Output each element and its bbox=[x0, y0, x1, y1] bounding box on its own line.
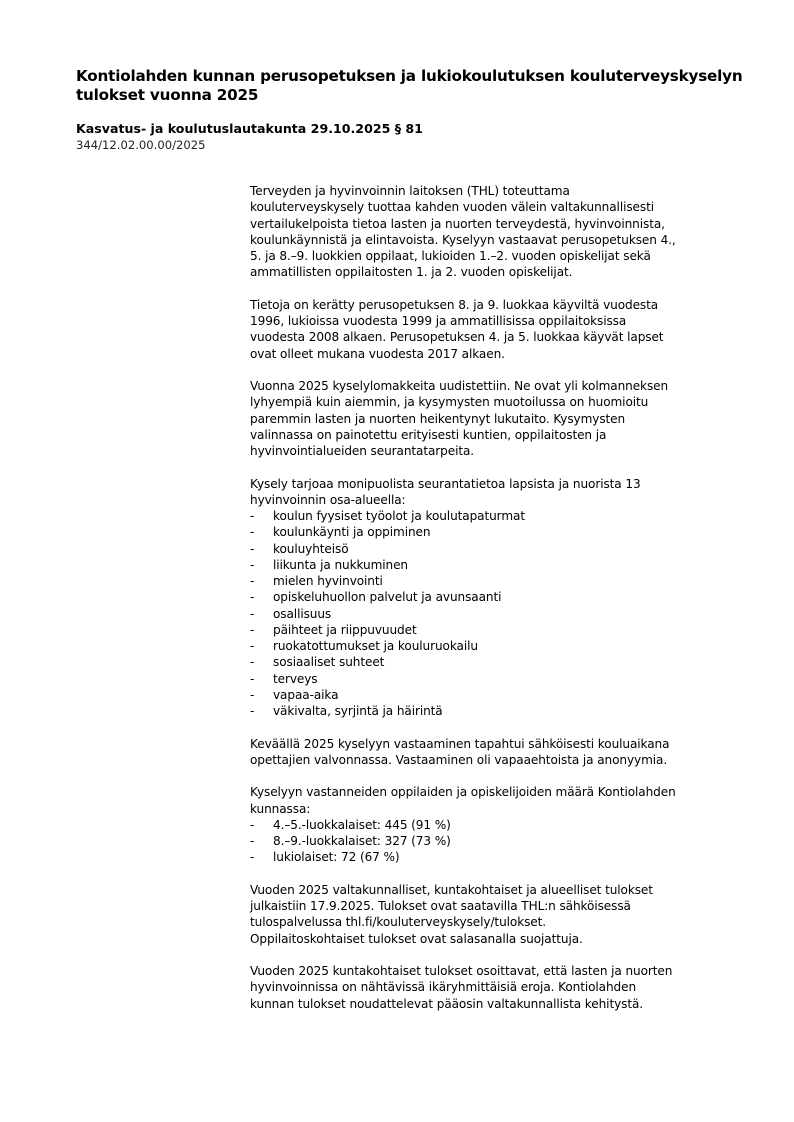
wellbeing-areas-section bbox=[250, 476, 740, 720]
bullet-dash: - bbox=[250, 606, 255, 621]
bullet-dash: - bbox=[250, 655, 255, 670]
list-item: - kouluyhteisö bbox=[250, 541, 349, 556]
paragraph-history: Tietoja on kerätty perusopetuksen 8. ja 9. luokkaa käyviltä vuodesta 1996, lukioissa vuodesta 1999 ja ammatillisissa oppilaitoksissa vuodesta 2008 alkaen. Perusopetuksen 4. ja 5. luokkaa käyvät lapset ovat olleet mukana vuodesta 2017 alkaen. bbox=[250, 297, 664, 361]
document-title: Kontiolahden kunnan perusopetuksen ja lukiokoulutuksen kouluterveyskyselyn tulokset vuonna 2025 bbox=[76, 67, 743, 104]
bullet-dash: - bbox=[250, 834, 255, 848]
paragraph-results-publication: Vuoden 2025 valtakunnalliset, kuntakohtaiset ja alueelliset tulokset julkaistiin 17.9.2025. Tulokset ovat saatavilla THL:n sähköisessä tulospalvelussa thl.fi/kouluterveyskysely/tulokset. Oppilaitoskohtaiset tulokset ovat salasanalla suojattuja. bbox=[250, 882, 653, 946]
list-item: - koulunkäynti ja oppiminen bbox=[250, 525, 431, 540]
bullet-dash: - bbox=[250, 557, 255, 572]
list-item: - osallisuus bbox=[250, 606, 332, 621]
paragraph-areas-intro: Kysely tarjoaa monipuolista seurantatietoa lapsista ja nuorista 13 hyvinvoinnin osa-alueella: bbox=[250, 476, 641, 507]
bullet-dash: - bbox=[250, 525, 255, 540]
bullet-dash: - bbox=[250, 541, 255, 556]
bullet-dash: - bbox=[250, 704, 255, 718]
list-item: - lukiolaiset: 72 (67 %) bbox=[250, 850, 400, 865]
bullet-dash: - bbox=[250, 590, 255, 605]
bullet-dash: - bbox=[250, 850, 255, 865]
list-item: - sosiaaliset suhteet bbox=[250, 655, 385, 670]
bullet-dash: - bbox=[250, 817, 255, 832]
document-body bbox=[250, 183, 740, 1028]
bullet-dash: - bbox=[250, 509, 255, 523]
paragraph-respondents-intro: Kyselyyn vastanneiden oppilaiden ja opiskelijoiden määrä Kontiolahden kunnassa: bbox=[250, 785, 676, 816]
list-item: - 8.–9.-luokkalaiset: 327 (73 %) bbox=[250, 834, 451, 848]
list-item: - mielen hyvinvointi bbox=[250, 574, 383, 588]
bullet-dash: - bbox=[250, 622, 255, 637]
paragraph-survey-method: Keväällä 2025 kyselyyn vastaaminen tapahtui sähköisesti kouluaikana opettajien valvonnassa. Vastaaminen oli vapaaehtoista ja anonyymia. bbox=[250, 736, 670, 767]
list-item: - vapaa-aika bbox=[250, 687, 339, 702]
list-item: - liikunta ja nukkuminen bbox=[250, 557, 408, 572]
list-item: - päihteet ja riippuvuudet bbox=[250, 622, 417, 637]
record-number: 344/12.02.00.00/2025 bbox=[76, 138, 206, 152]
wellbeing-areas-list bbox=[250, 508, 740, 719]
bullet-dash: - bbox=[250, 687, 255, 702]
paragraph-results-summary: Vuoden 2025 kuntakohtaiset tulokset osoittavat, että lasten ja nuorten hyvinvoinnissa on nähtävissä ikäryhmittäisiä eroja. Kontiolahden kunnan tulokset noudattelevat pääosin valtakunnallista kehitystä. bbox=[250, 964, 673, 1011]
meeting-reference: Kasvatus- ja koulutuslautakunta 29.10.2025 § 81 bbox=[76, 121, 423, 136]
list-item: - opiskeluhuollon palvelut ja avunsaanti bbox=[250, 590, 502, 605]
list-item: - 4.–5.-luokkalaiset: 445 (91 %) bbox=[250, 817, 451, 832]
list-item: - väkivalta, syrjintä ja häirintä bbox=[250, 704, 443, 718]
bullet-dash: - bbox=[250, 639, 255, 653]
respondents-section bbox=[250, 784, 740, 865]
bullet-dash: - bbox=[250, 671, 255, 686]
bullet-dash: - bbox=[250, 574, 255, 588]
paragraph-introduction: Terveyden ja hyvinvoinnin laitoksen (THL) toteuttama kouluterveyskysely tuottaa kahden vuoden välein valtakunnallisesti vertailukelpoista tietoa lasten ja nuorten terveydestä, hyvinvoinnista, koulunkäynnistä ja elintavoista. Kyselyyn vastaavat perusopetuksen 4., 5. ja 8.–9. luokkien oppilaat, lukioiden 1.–2. vuoden opiskelijat sekä ammatillisten oppilaitosten 1. ja 2. vuoden opiskelijat. bbox=[250, 184, 676, 280]
list-item: - ruokatottumukset ja kouluruokailu bbox=[250, 639, 478, 653]
list-item: - terveys bbox=[250, 671, 318, 686]
paragraph-renewal: Vuonna 2025 kyselylomakkeita uudistettiin. Ne ovat yli kolmanneksen lyhyempiä kuin aiemmin, ja kysymysten muotoilussa on huomioitu paremmin lasten ja nuorten heikentynyt lukutaito. Kysymysten valinnassa on painotettu erityisesti kuntien, oppilaitosten ja hyvinvointialueiden seurantatarpeita. bbox=[250, 379, 669, 458]
respondents-list bbox=[250, 817, 740, 866]
list-item: - koulun fyysiset työolot ja koulutapaturmat bbox=[250, 509, 525, 523]
